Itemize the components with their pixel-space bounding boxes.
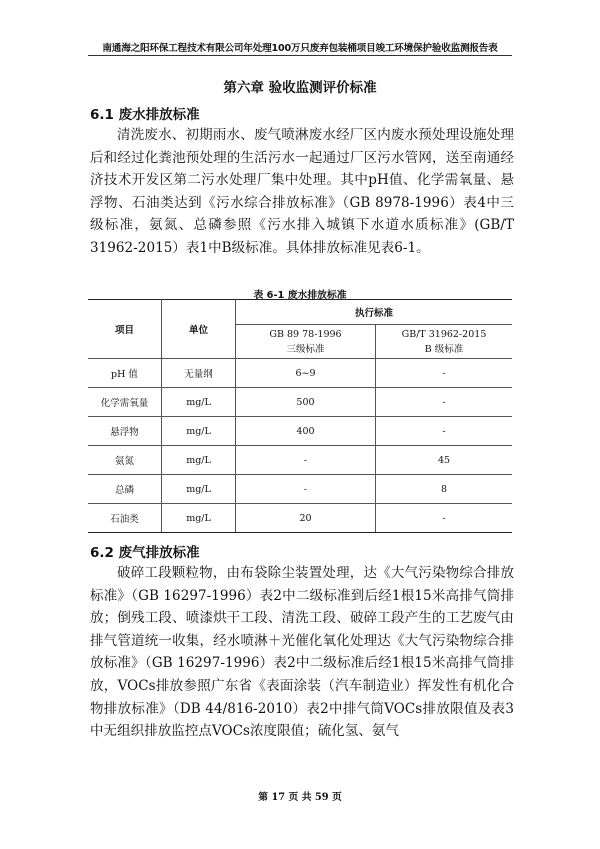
page-footer: 第 17 页 共 59 页 (258, 792, 342, 803)
row-std1: - (236, 446, 376, 475)
row-item: 悬浮物 (88, 417, 162, 446)
row-std2: - (376, 504, 513, 533)
wastewater-standards-table (88, 299, 512, 533)
chapter-title: 第六章 验收监测评价标准 (223, 80, 377, 96)
header-item: 项目 (88, 300, 162, 359)
row-std1: 20 (236, 504, 376, 533)
document-header: 南通海之阳环保工程技术有限公司年处理100万只废弃包装桶项目竣工环境保护验收监测报告表 (102, 43, 498, 54)
row-unit: mg/L (162, 475, 236, 504)
row-item: 氨氮 (88, 446, 162, 475)
row-item: pH 值 (88, 359, 162, 388)
row-std2: - (376, 417, 513, 446)
row-std1: - (236, 475, 376, 504)
table-row (88, 475, 512, 504)
row-unit: mg/L (162, 417, 236, 446)
table-row (88, 359, 512, 388)
row-unit: mg/L (162, 504, 236, 533)
header-std1 (236, 325, 376, 359)
section-heading-6-1: 6.1 废水排放标准 (90, 107, 200, 123)
header-unit: 单位 (162, 300, 236, 359)
row-std1: 500 (236, 388, 376, 417)
std2-code: GB/T 31962-2015 (401, 328, 487, 340)
row-std2: 8 (376, 475, 513, 504)
header-std2 (376, 325, 513, 359)
row-std2: - (376, 388, 513, 417)
section-6-2-paragraph: 破碎工段颗粒物，由布袋除尘装置处理，达《大气污染物综合排放标准》（GB 16297-1996）表2中二级标准到后经1根15米高排气筒排放；倒残工段、喷漆烘干工段、清洗工段、破碎工段产生的工艺废气由排气管道统一收集，经水喷淋＋光催化氧化处理达《大气污染物综合排放标准》（GB 16297-1996）表2中二级标准后经1根15米高排气筒排放，VOCs排放参照广东省《表面涂装（汽车制造业）挥发性有机化合物排放标准》（DB 44/816-2010）表2中排气筒VOCs排放限值及表3中无组织排放监控点VOCs浓度限值；硫化氢、氨气 (90, 565, 514, 740)
row-std2: - (376, 359, 513, 388)
header-rule (88, 55, 512, 56)
std1-code: GB 89 78-1996 (269, 328, 342, 340)
row-unit: 无量纲 (162, 359, 236, 388)
row-unit: mg/L (162, 388, 236, 417)
row-std1: 6~9 (236, 359, 376, 388)
section-6-1-paragraph: 清洗废水、初期雨水、废气喷淋废水经厂区内废水预处理设施处理后和经过化粪池预处理的生活污水一起通过厂区污水管网，送至南通经济技术开发区第二污水处理厂集中处理。其中pH值、化学需氧量、悬浮物、石油类达到《污水综合排放标准》（GB 8978-1996）表4中三级标准，氨氮、总磷参照《污水排入城镇下水道水质标准》(GB/T 31962-2015）表1中B级标准。具体排放标准见表6-1。 (90, 127, 514, 256)
row-item: 总磷 (88, 475, 162, 504)
table-caption: 表 6-1 废水排放标准 (253, 290, 347, 301)
row-item: 化学需氧量 (88, 388, 162, 417)
section-heading-6-2: 6.2 废气排放标准 (90, 545, 200, 561)
table-row (88, 446, 512, 475)
std2-level: B 级标准 (424, 343, 464, 355)
table-row (88, 504, 512, 533)
table-row (88, 388, 512, 417)
row-item: 石油类 (88, 504, 162, 533)
std1-level: 三级标准 (286, 343, 325, 355)
row-std2: 45 (376, 446, 513, 475)
row-std1: 400 (236, 417, 376, 446)
row-unit: mg/L (162, 446, 236, 475)
header-exec-standard: 执行标准 (236, 300, 513, 325)
table-row (88, 417, 512, 446)
